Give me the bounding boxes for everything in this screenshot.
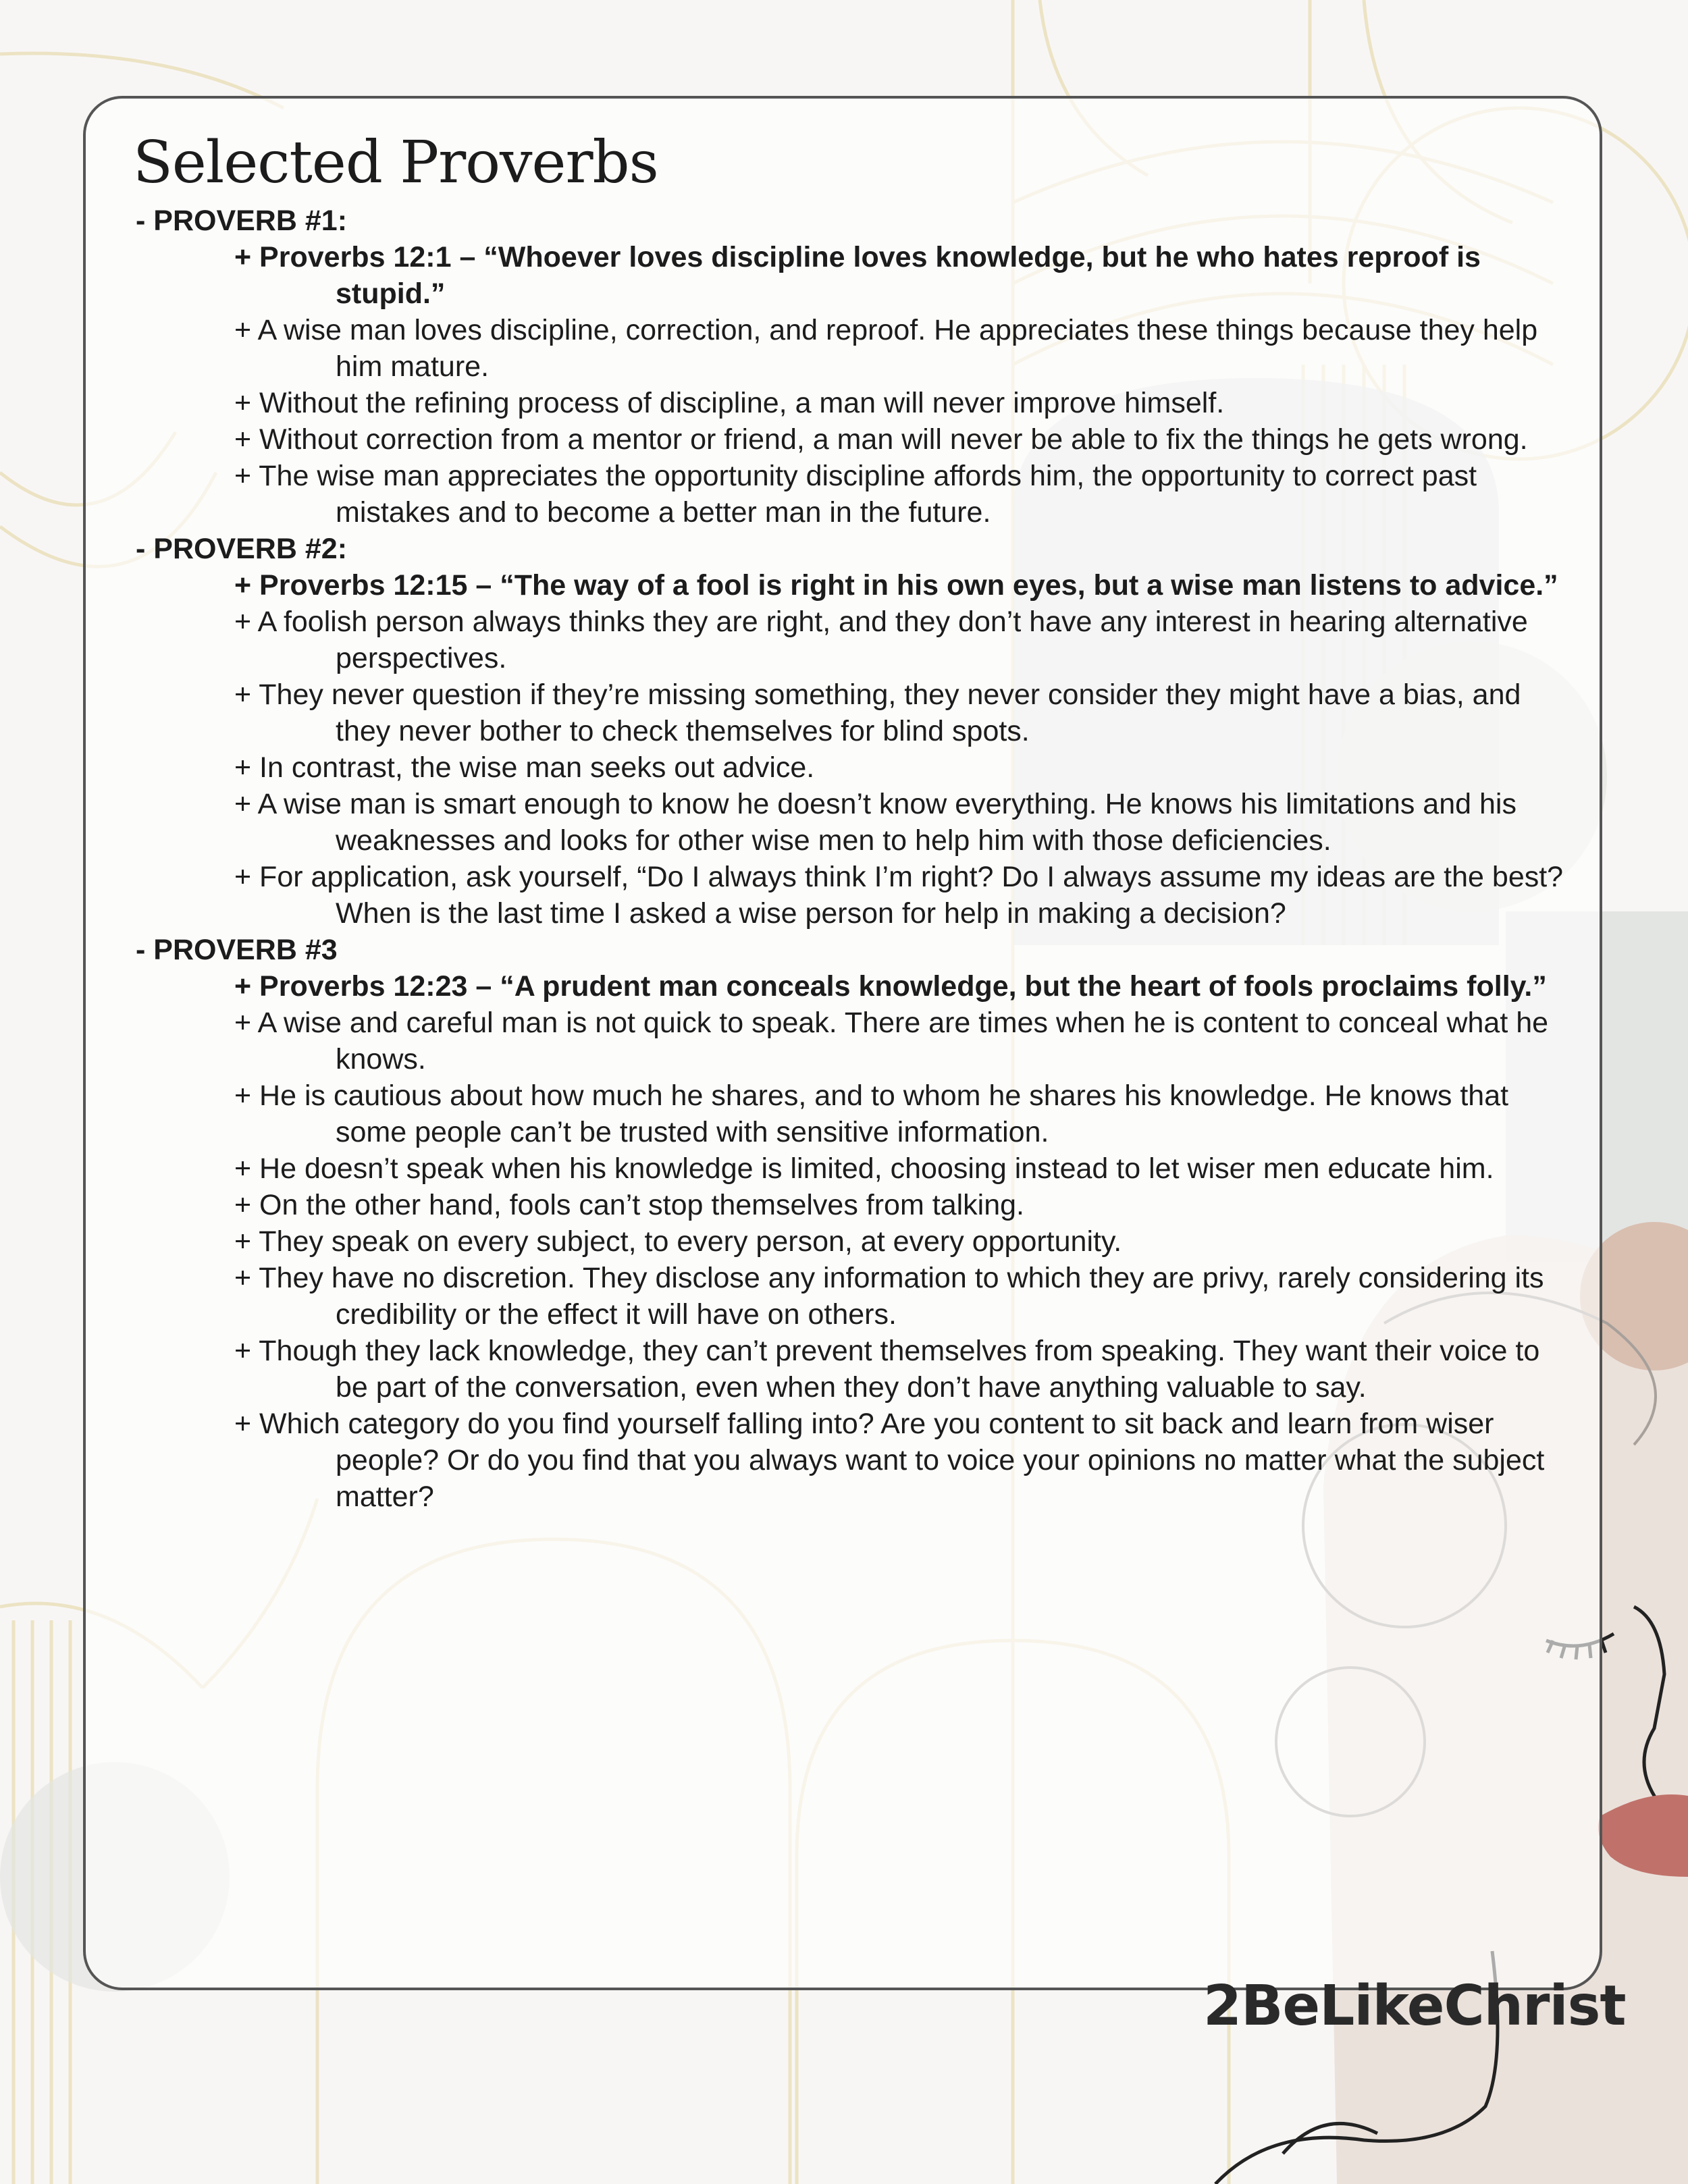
list-item: + Proverbs 12:1 – “Whoever loves discipline loves knowledge, but he who hates reproof is stupid.” (234, 241, 1481, 310)
list-item: + A foolish person always thinks they are right, and they don’t have any interest in hearing alternative perspectives. (234, 606, 1528, 674)
section-heading: - PROVERB #3 (136, 934, 338, 966)
list-item: + A wise man loves discipline, correction, and reproof. He appreciates these things because they help him mature. (234, 314, 1538, 383)
section-heading: - PROVERB #1: (136, 205, 348, 237)
proverb-section-2 (133, 531, 1571, 932)
section-heading: - PROVERB #2: (136, 533, 348, 565)
list-item: + In contrast, the wise man seeks out advice. (234, 751, 815, 784)
proverbs-content (133, 126, 1571, 1515)
page-title: Selected Proverbs (133, 129, 658, 196)
proverb-section-3 (133, 932, 1571, 1515)
proverb-section-1 (133, 203, 1571, 531)
list-item: + The wise man appreciates the opportunity discipline affords him, the opportunity to correct past mistakes and to become a better man in the future. (234, 460, 1477, 529)
brand-logo: 2BeLikeChrist (1203, 1974, 1626, 2038)
list-item: + A wise man is smart enough to know he doesn’t know everything. He knows his limitations and his weaknesses and looks for other wise men to help him with those deficiencies. (234, 788, 1516, 857)
list-item: + They never question if they’re missing something, they never consider they might have a bias, and they never bother to check themselves for blind spots. (234, 678, 1521, 747)
list-item: + Without correction from a mentor or friend, a man will never be able to fix the things he gets wrong. (234, 423, 1528, 456)
list-item: + He is cautious about how much he shares, and to whom he shares his knowledge. He knows that some people can’t be trusted with sensitive information. (234, 1080, 1509, 1148)
list-item: + Though they lack knowledge, they can’t prevent themselves from speaking. They want their voice to be part of the conversation, even when they don’t have anything valuable to say. (234, 1335, 1540, 1404)
list-item: + He doesn’t speak when his knowledge is limited, choosing instead to let wiser men educate him. (234, 1152, 1494, 1185)
list-item: + They speak on every subject, to every person, at every opportunity. (234, 1225, 1122, 1258)
list-item: + Proverbs 12:15 – “The way of a fool is right in his own eyes, but a wise man listens to advice.” (234, 569, 1558, 602)
list-item: + On the other hand, fools can’t stop themselves from talking. (234, 1189, 1024, 1221)
list-item: + A wise and careful man is not quick to speak. There are times when he is content to conceal what he knows. (234, 1007, 1549, 1075)
list-item: + Without the refining process of discipline, a man will never improve himself. (234, 387, 1225, 419)
list-item: + Proverbs 12:23 – “A prudent man conceals knowledge, but the heart of fools proclaims folly.” (234, 970, 1547, 1003)
list-item: + For application, ask yourself, “Do I always think I’m right? Do I always assume my ideas are the best? When is the last time I asked a wise person for help in making a decision? (234, 861, 1564, 930)
list-item: + They have no discretion. They disclose any information to which they are privy, rarely considering its credibility or the effect it will have on others. (234, 1262, 1544, 1331)
list-item: + Which category do you find yourself falling into? Are you content to sit back and learn from wiser people? Or do you find that you always want to voice your opinions no matter what the subject matter? (234, 1408, 1545, 1513)
